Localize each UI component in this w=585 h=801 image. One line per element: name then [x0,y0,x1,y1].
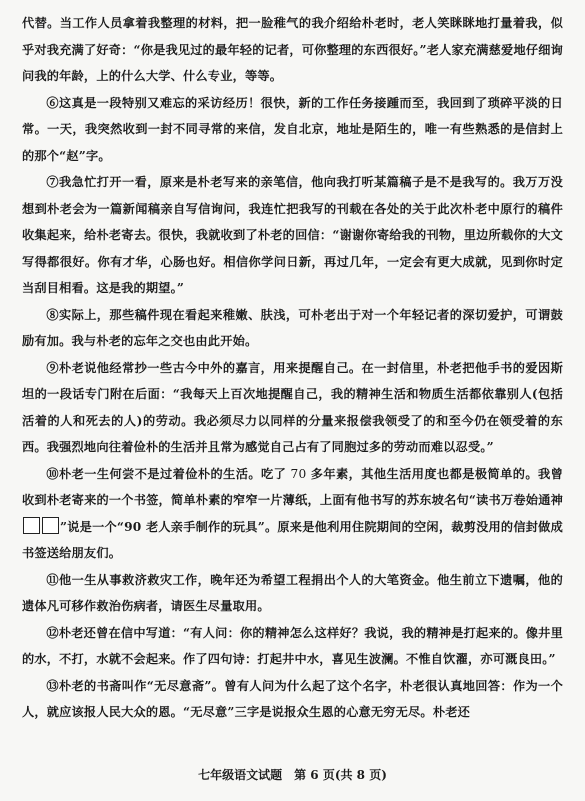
paragraph-7: ⑦我急忙打开一看，原来是朴老写来的亲笔信，他向我打听某篇稿子是不是我写的。我万万没想到朴老会为一篇新闻稿亲自写信询问，我连忙把我写的刊载在各处的关于此次朴老中原行的稿件收集起来，给朴老寄去。很快，我就收到了朴老的回信：“谢谢你寄给我的刊物，里边所载你的大文写得都很好。你有才华，心肠也好。相信你学问日新，再过几年，一定会有更大成就，见到你时定当刮目相看。这是我的期望。” [22,175,563,295]
paragraph-10 [22,461,563,567]
paragraph-6: ⑥这真是一段特别又难忘的采访经历！很快，新的工作任务接踵而至，我回到了琐碎平淡的日常。一天，我突然收到一封不同寻常的来信，发自北京，地址是陌生的，唯一有些熟悉的是信封上的那个“赵”字。 [22,95,563,163]
paragraph-11: ⑪他一生从事救济救灾工作，晚年还为希望工程捐出个人的大笔资金。他生前立下遗嘱，他的遗体凡可移作救治伤病者，请医生尽量取用。 [22,572,563,613]
paragraph-10-part-c: ”说是一个“90 老人亲手制作的玩具”。原来是他利用住院期间的空闲，裁剪没用的信封做成书签送给朋友们。 [22,519,563,560]
paragraph-continuation: 代替。当工作人员拿着我整理的材料，把一脸稚气的我介绍给朴老时，老人笑眯眯地打量着我，似乎对我充满了好奇：“你是我见过的最年轻的记者，可你整理的东西很好。”老人家充满慈爱地仔细询问我的年龄，上的什么大学、什么专业，等等。 [22,16,563,83]
page-number: 第 6 页(共 8 页) [294,768,387,782]
answer-blank-box-2[interactable] [42,517,59,534]
paragraph-10-part-a: ⑩朴老一生何尝不是过着俭朴的生活。吃了 [46,466,287,481]
paragraph-12: ⑫朴老还曾在信中写道：“有人问：你的精神怎么这样好？我说，我的精神是打起来的。像井里的水，不打，水就不会起来。作了四句诗：打起井中水，喜见生波澜。不惟自饮濯，亦可溉良田。” [22,625,563,666]
paragraph-8: ⑧实际上，那些稿件现在看起来稚嫩、肤浅，可朴老出于对一个年轻记者的深切爱护，可谓鼓励有加。我与朴老的忘年之交也由此开始。 [22,307,563,348]
answer-blank-box-1[interactable] [23,517,40,534]
paragraph-9: ⑨朴老说他经常抄一些古今中外的嘉言，用来提醒自己。在一封信里，朴老把他手书的爱因斯坦的一段话专门附在后面：“我每天上百次地提醒自己，我的精神生活和物质生活都依靠别人(包括活着的人和死去的人)的劳动。我必须尽力以同样的分量来报偿我领受了的和至今仍在领受着的东西。我强烈地向往着俭朴的生活并且常为感觉自己占有了同胞过多的劳动而难以忍受。” [22,360,563,454]
paragraph-10-part-b: 多年素，其他生活用度也都是极简单的。我曾收到朴老寄来的一个书签，简单朴素的窄窄一片薄纸，上面有他书写的苏东坡名句“读书万卷始通神 [22,466,563,507]
paragraph-10-number: 70 [286,466,311,481]
page-footer [0,766,585,783]
paragraph-13: ⑬朴老的书斋叫作“无尽意斋”。曾有人问为什么起了这个名字，朴老很认真地回答：作为一个人，就应该报人民大众的恩。“无尽意”三字是说报众生恩的心意无穷无尽。朴老还 [22,678,563,719]
exam-title: 七年级语文试题 [198,768,283,782]
